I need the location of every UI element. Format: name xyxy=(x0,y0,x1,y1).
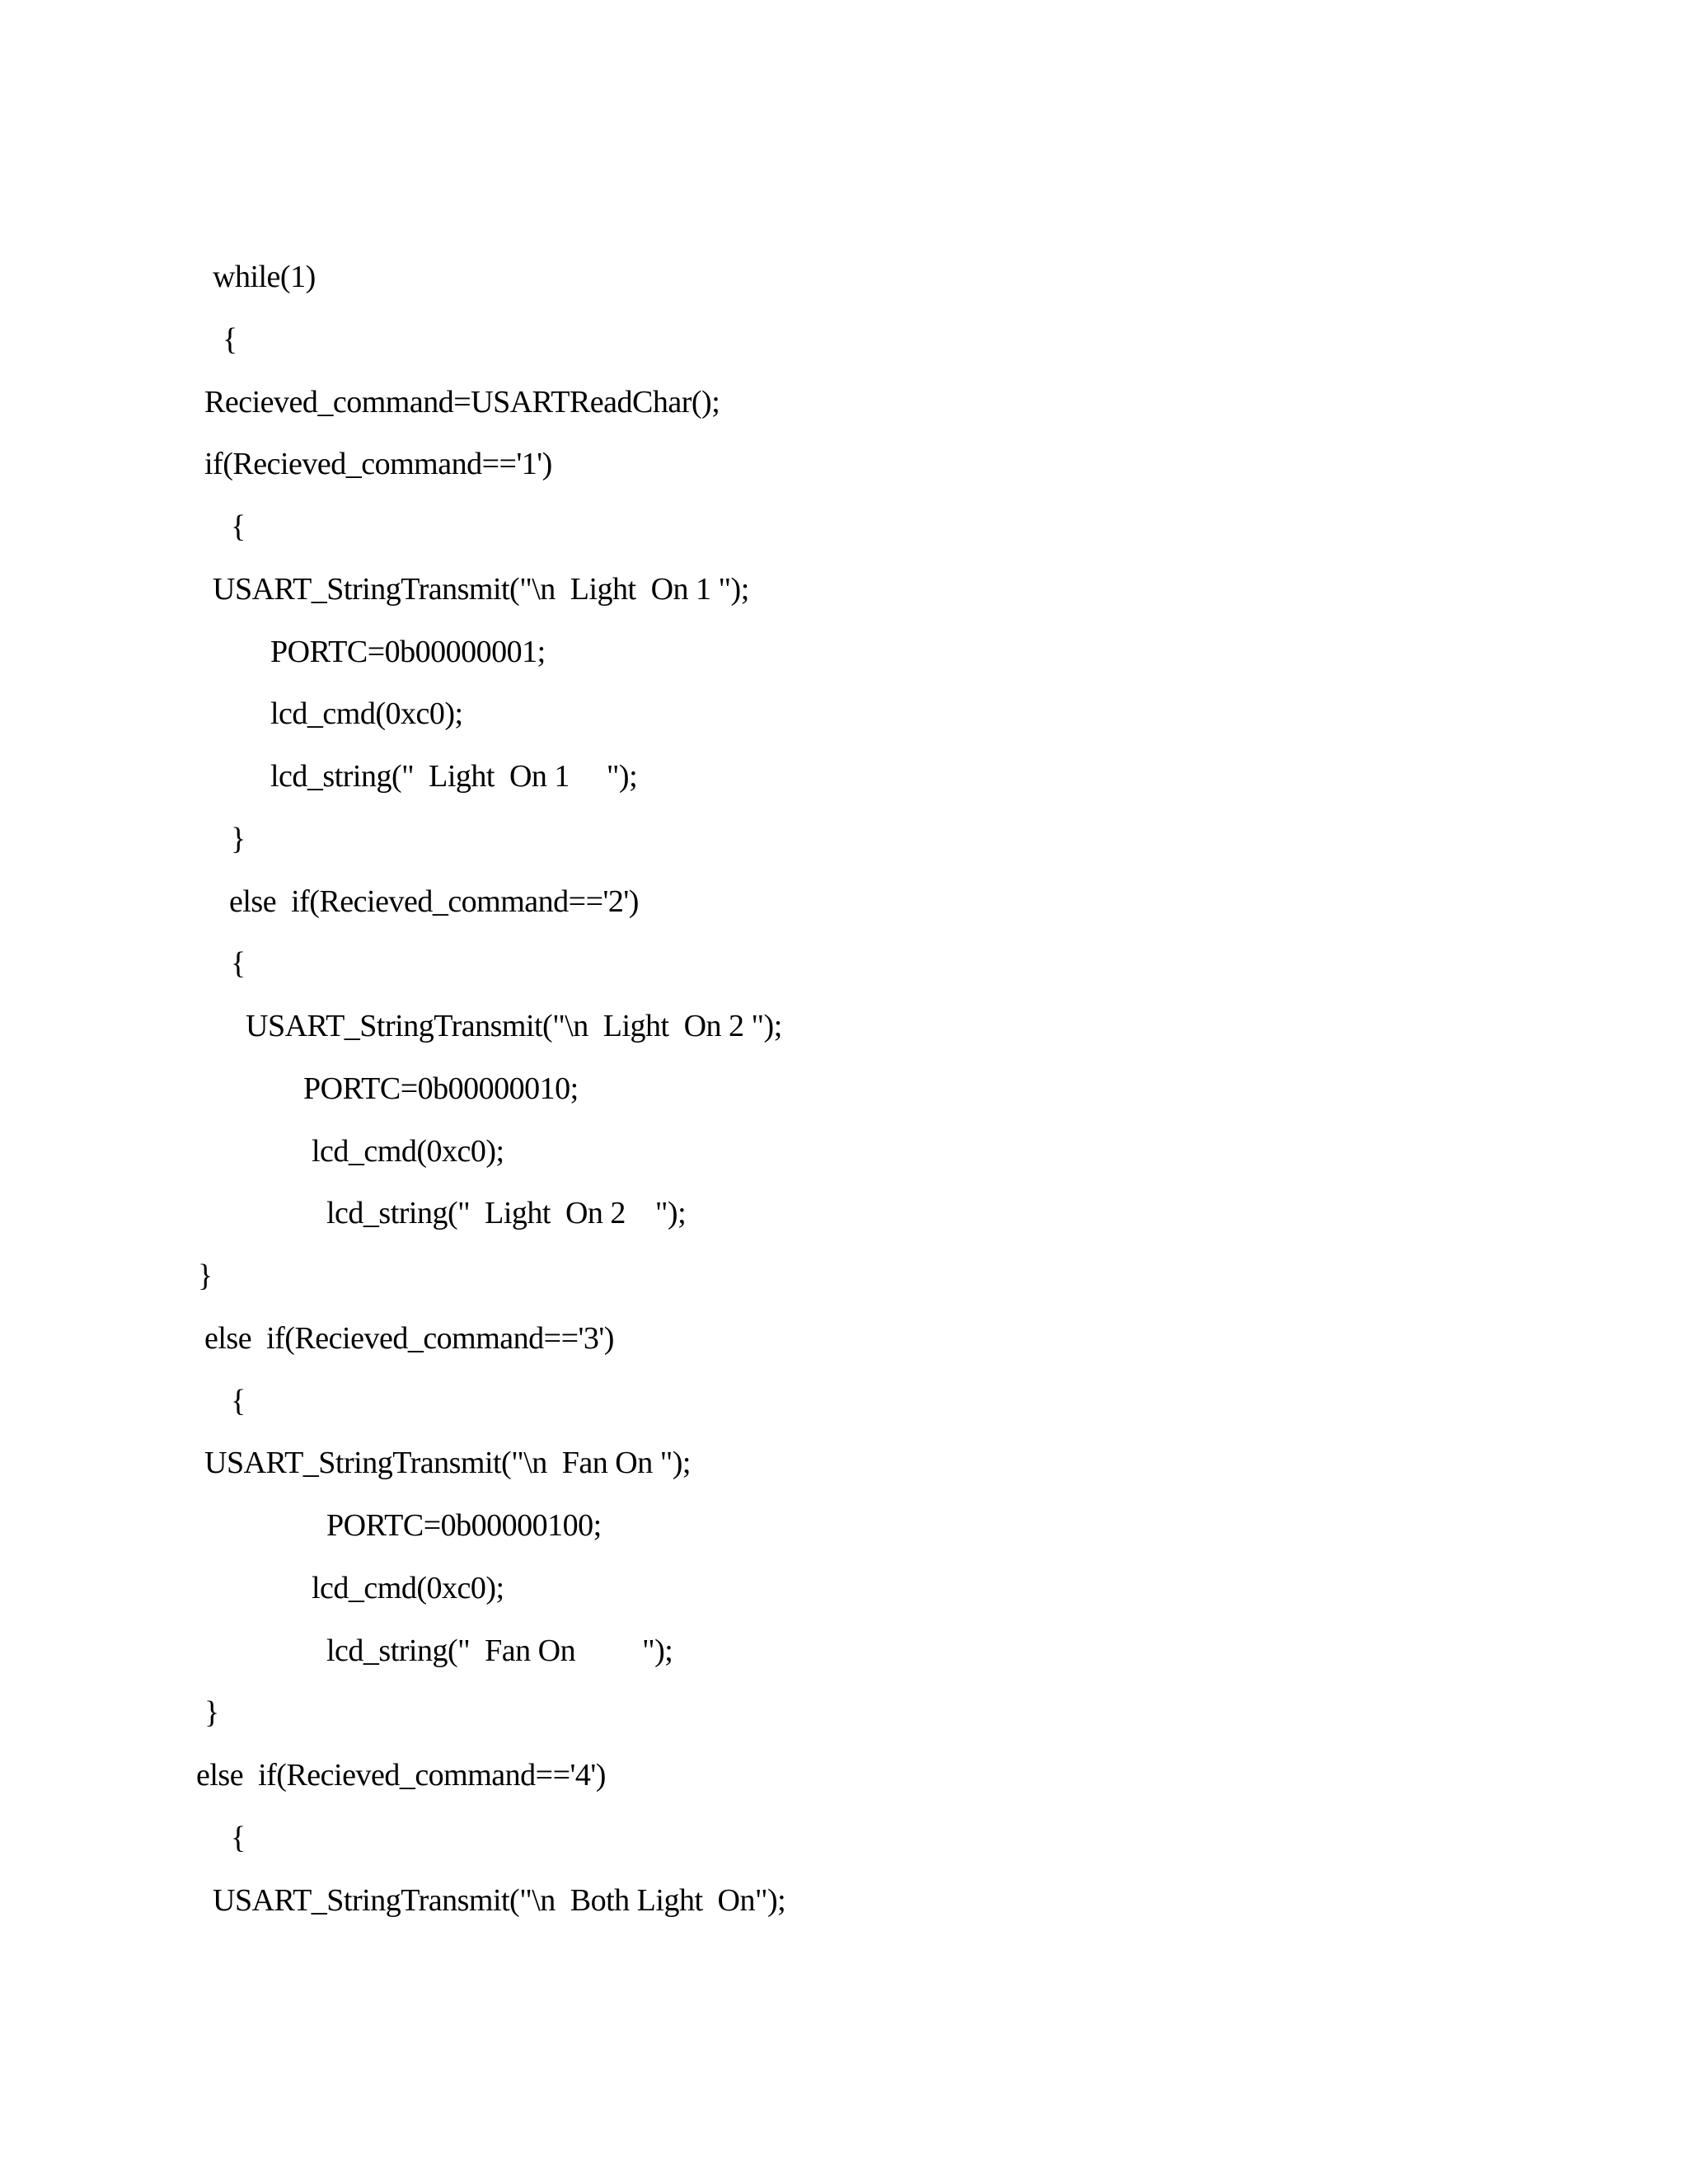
code-line: } xyxy=(198,1258,213,1293)
code-line: PORTC=0b00000010; xyxy=(303,1071,579,1106)
code-line: { xyxy=(231,1384,246,1418)
code-line: USART_StringTransmit("\n Fan On "); xyxy=(204,1446,691,1480)
code-line: PORTC=0b00000100; xyxy=(326,1508,602,1543)
code-line: { xyxy=(223,322,237,357)
code-line: { xyxy=(231,1821,246,1855)
code-line: } xyxy=(204,1695,219,1730)
code-line: PORTC=0b00000001; xyxy=(270,635,546,669)
code-line: lcd_string(" Light On 1 "); xyxy=(270,759,638,794)
code-line: else if(Recieved_command=='2') xyxy=(229,884,639,919)
code-line: else if(Recieved_command=='3') xyxy=(204,1321,614,1356)
code-line: lcd_string(" Light On 2 "); xyxy=(326,1196,687,1230)
code-line: else if(Recieved_command=='4') xyxy=(196,1758,606,1793)
code-line: USART_StringTransmit("\n Light On 2 "); xyxy=(246,1009,782,1043)
code-line: lcd_cmd(0xc0); xyxy=(312,1571,504,1605)
code-line: { xyxy=(231,509,246,544)
code-line: while(1) xyxy=(213,260,316,294)
code-line: if(Recieved_command=='1') xyxy=(204,447,552,481)
code-line: lcd_cmd(0xc0); xyxy=(270,696,463,731)
code-line: USART_StringTransmit("\n Light On 1 "); xyxy=(213,572,749,607)
code-line: Recieved_command=USARTReadChar(); xyxy=(204,385,720,419)
code-line: } xyxy=(231,822,246,856)
code-line: { xyxy=(231,946,246,981)
code-line: lcd_string(" Fan On "); xyxy=(326,1633,673,1668)
code-line: USART_StringTransmit("\n Both Light On"); xyxy=(213,1883,786,1918)
code-line: lcd_cmd(0xc0); xyxy=(312,1134,504,1169)
